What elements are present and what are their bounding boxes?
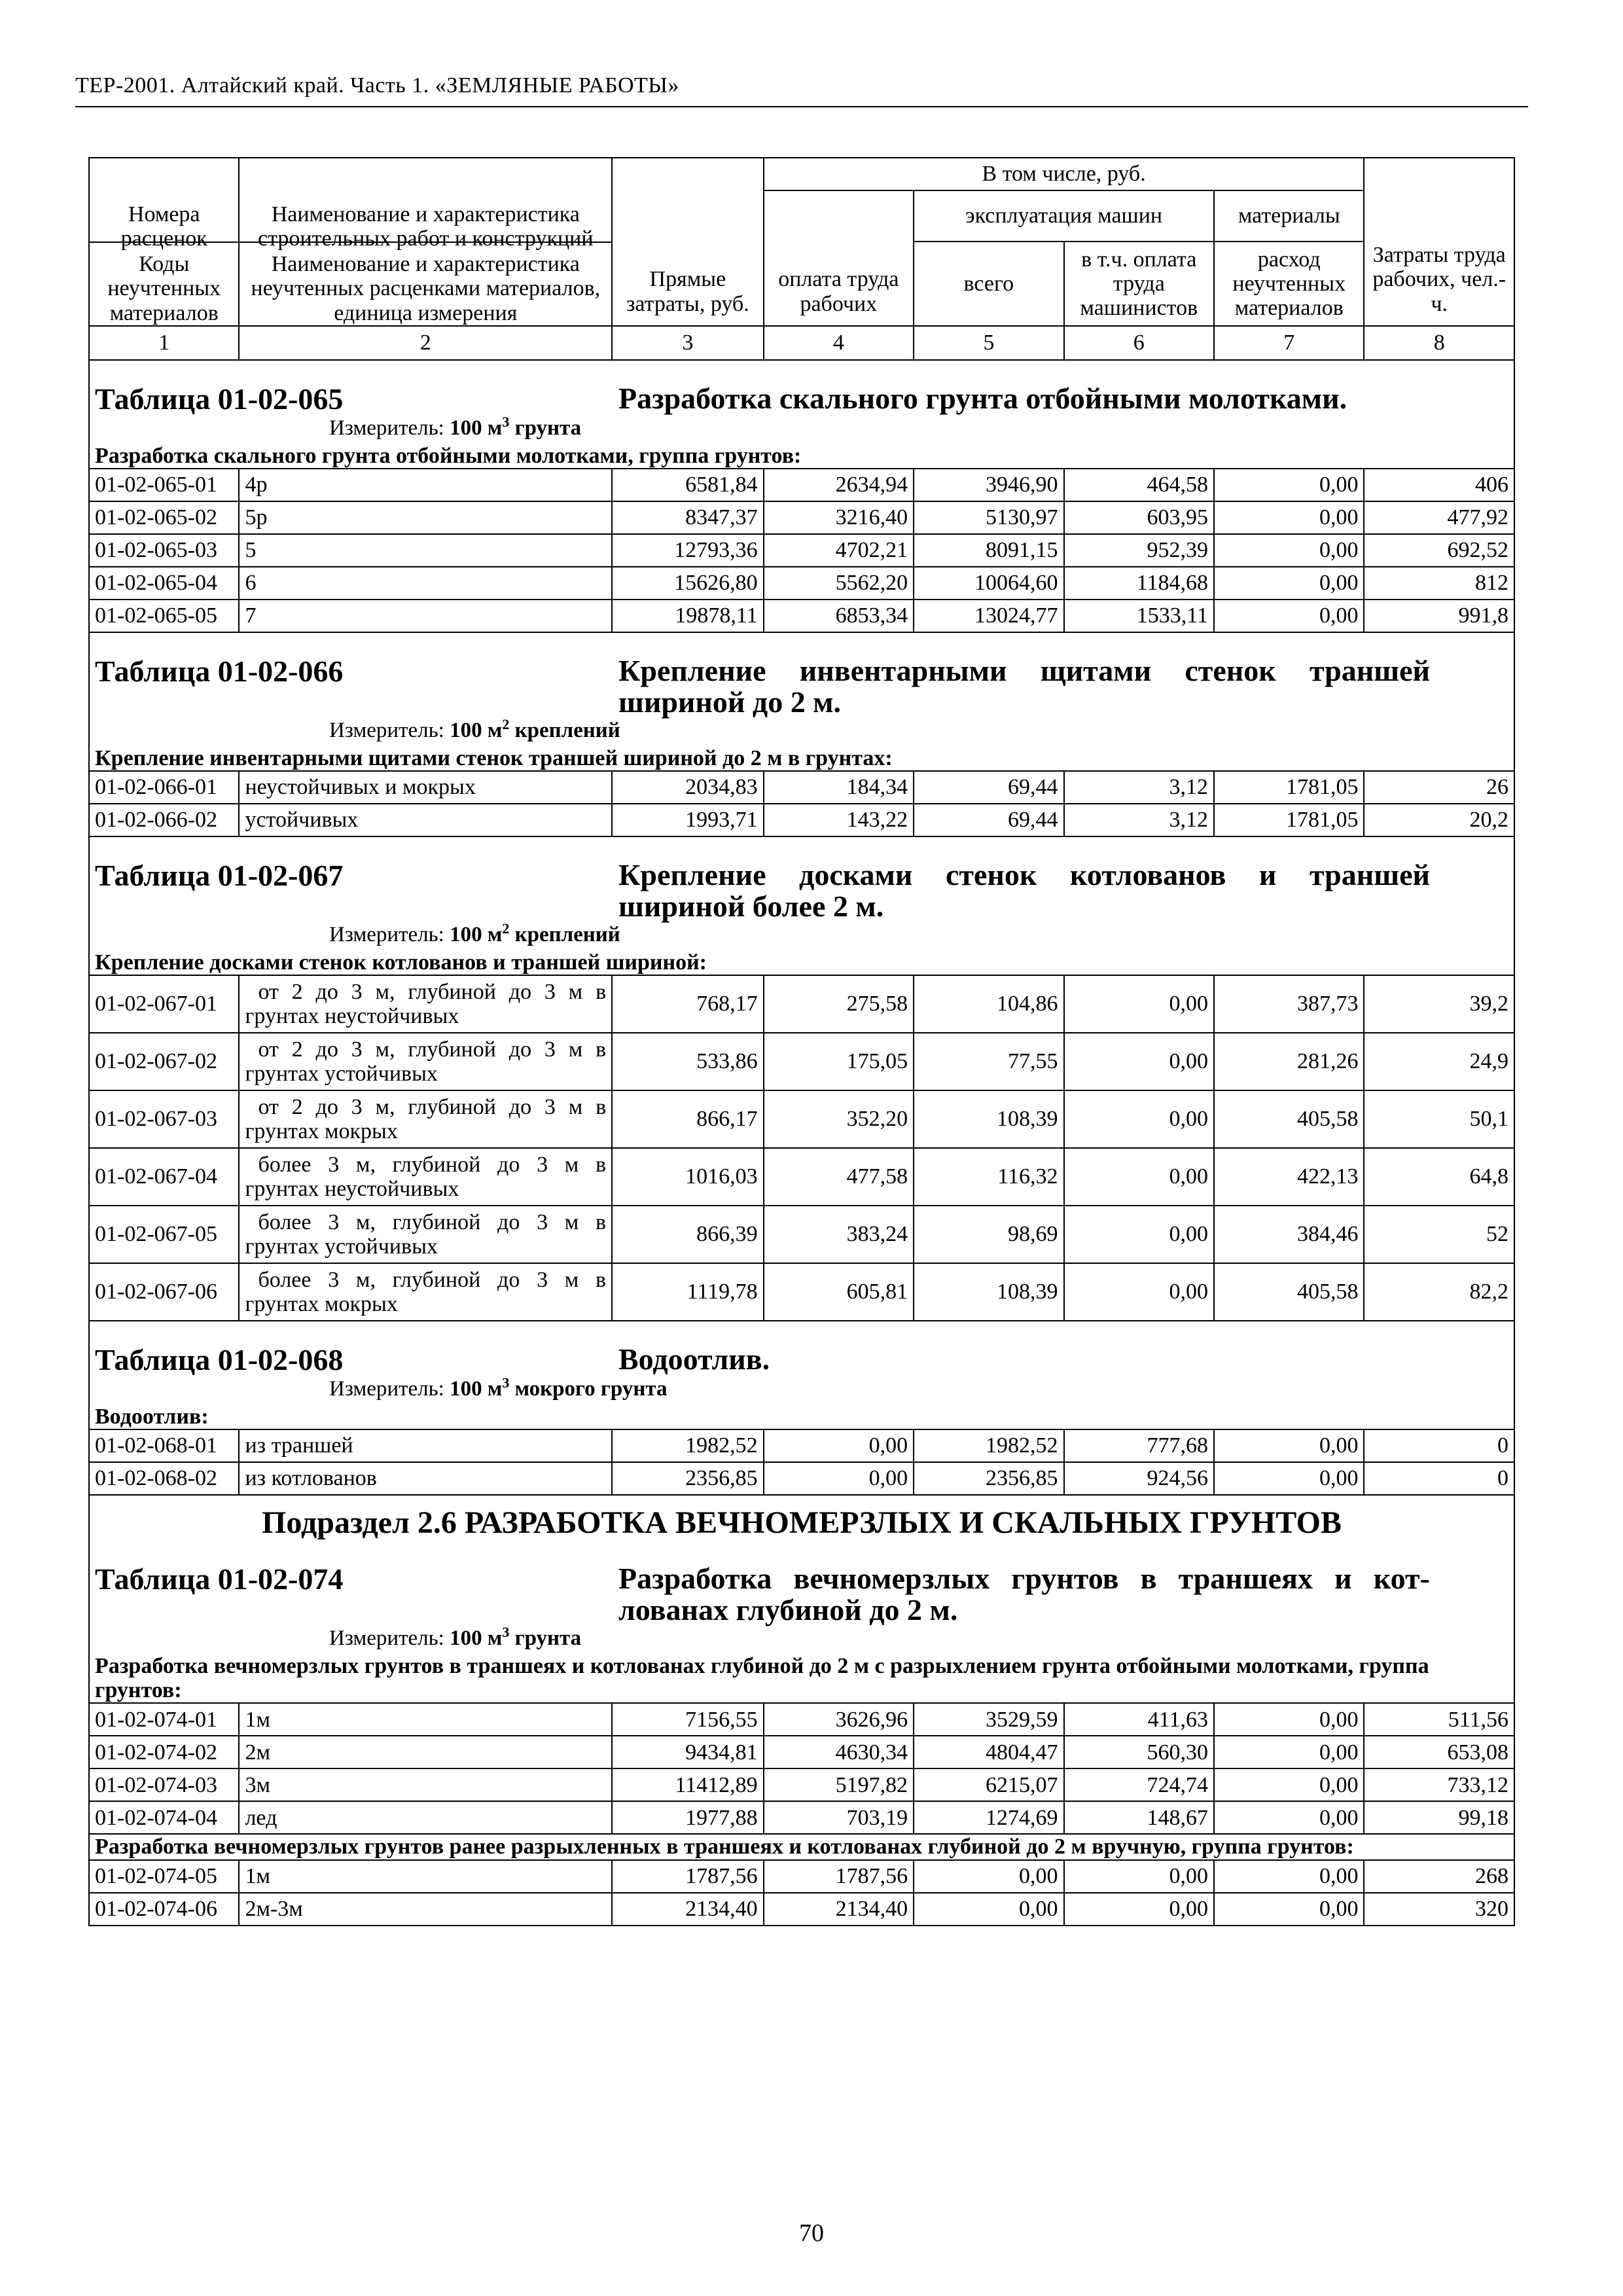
subsection-title: Подраздел 2.6 РАЗРАБОТКА ВЕЧНОМЕРЗЛЫХ И СКАЛЬНЫХ ГРУНТОВ: [262, 1505, 1342, 1541]
header-rule: [75, 106, 1528, 107]
labor-cost: 733,12: [1364, 1768, 1514, 1801]
materials-cost: 405,58: [1214, 1090, 1364, 1148]
table-row: [89, 600, 1514, 632]
direct-cost: 6581,84: [612, 469, 763, 501]
rate-name: 2м: [239, 1736, 612, 1768]
measure-power: 3: [502, 413, 510, 430]
col-code-top: Номера расценок: [120, 202, 207, 251]
wages-cost: 605,81: [764, 1263, 914, 1321]
col-mach-wages-header: в т.ч. оплата труда машинистов: [1064, 242, 1214, 326]
rate-name: 5р: [239, 501, 612, 534]
rate-name: 1м: [239, 1860, 612, 1893]
section-title-cell: [89, 836, 1514, 950]
rate-name: 5: [239, 534, 612, 567]
table-row: [89, 1736, 1514, 1768]
machinist-wages: 0,00: [1064, 1893, 1214, 1926]
labor-cost: 0: [1364, 1462, 1514, 1495]
rate-code: 01-02-074-06: [89, 1893, 239, 1926]
wages-cost: 383,24: [764, 1206, 914, 1263]
direct-cost: 19878,11: [612, 600, 763, 632]
measure-value: [450, 413, 582, 440]
rate-code: 01-02-068-01: [89, 1429, 239, 1462]
direct-cost: 8347,37: [612, 501, 763, 534]
table-row: [89, 804, 1514, 836]
rate-code: 01-02-065-01: [89, 469, 239, 501]
rate-code: 01-02-074-04: [89, 1801, 239, 1834]
col-mach-total-header: всего: [914, 242, 1063, 326]
machines-total: 0,00: [914, 1893, 1063, 1926]
rate-code: 01-02-065-05: [89, 600, 239, 632]
section-title-row: [89, 1321, 1514, 1405]
page-number: 70: [799, 2219, 824, 2247]
machinist-wages: 724,74: [1064, 1768, 1214, 1801]
rate-name: от 2 до 3 м, глубиной до 3 м в грунтах мокрых: [239, 1090, 612, 1148]
machinist-wages: 0,00: [1064, 1263, 1214, 1321]
machines-total: 108,39: [914, 1090, 1063, 1148]
materials-cost: 0,00: [1214, 1893, 1364, 1926]
measure-value-number: 100 м: [450, 1376, 503, 1401]
table-row: [89, 1801, 1514, 1834]
machinist-wages: 0,00: [1064, 1090, 1214, 1148]
rate-code: 01-02-074-01: [89, 1703, 239, 1736]
machines-total: 1274,69: [914, 1801, 1063, 1834]
section-title-row: [89, 360, 1514, 444]
direct-cost: 1119,78: [612, 1263, 763, 1321]
wages-cost: 2634,94: [764, 469, 914, 501]
machinist-wages: 924,56: [1064, 1462, 1214, 1495]
table-label: Таблица 01-02-065: [95, 382, 344, 416]
table-row: [89, 501, 1514, 534]
column-numbers-row: [89, 326, 1514, 360]
col-labor-header: Затраты труда рабочих, чел.-ч.: [1364, 158, 1514, 326]
machinist-wages: 560,30: [1064, 1736, 1214, 1768]
rate-name: 2м-3м: [239, 1893, 612, 1926]
labor-cost: 511,56: [1364, 1703, 1514, 1736]
materials-cost: 0,00: [1214, 1801, 1364, 1834]
table-title: Крепление досками стенок котлованов и траншей шириной более 2 м.: [618, 858, 1430, 924]
rate-name: лед: [239, 1801, 612, 1834]
column-number-2: 2: [239, 326, 612, 360]
section-title-line: [95, 361, 1508, 416]
rate-code: 01-02-067-01: [89, 975, 239, 1033]
table-row: [89, 1263, 1514, 1321]
materials-cost: 0,00: [1214, 600, 1364, 632]
materials-cost: 0,00: [1214, 567, 1364, 600]
group-heading: Крепление досками стенок котлованов и траншей шириной:: [89, 950, 1514, 975]
machinist-wages: 0,00: [1064, 1148, 1214, 1206]
machinist-wages: 952,39: [1064, 534, 1214, 567]
column-number-8: 8: [1364, 326, 1514, 360]
wages-cost: 477,58: [764, 1148, 914, 1206]
measure-value: [450, 920, 620, 946]
table-title: Разработка скального грунта отбойными молотками.: [618, 382, 1347, 416]
group-heading: Разработка вечномерзлых грунтов в траншеях и котлованах глубиной до 2 м с разрыхлением грунта отбойными молотками, группа грунтов:: [89, 1654, 1514, 1704]
rate-code: 01-02-067-06: [89, 1263, 239, 1321]
rate-name: 4р: [239, 469, 612, 501]
direct-cost: 11412,89: [612, 1768, 763, 1801]
wages-cost: 275,58: [764, 975, 914, 1033]
machines-total: 10064,60: [914, 567, 1063, 600]
measure-power: 2: [502, 920, 510, 937]
direct-cost: 1016,03: [612, 1148, 763, 1206]
group-heading: Крепление инвентарными щитами стенок траншей шириной до 2 м в грунтах:: [89, 746, 1514, 771]
labor-cost: 991,8: [1364, 600, 1514, 632]
materials-cost: 0,00: [1214, 534, 1364, 567]
group-heading-row: [89, 1834, 1514, 1859]
measure-unit: креплений: [509, 922, 620, 946]
wages-cost: 4630,34: [764, 1736, 914, 1768]
labor-cost: 268: [1364, 1860, 1514, 1893]
table-row: [89, 1893, 1514, 1926]
column-number-5: 5: [914, 326, 1063, 360]
materials-cost: 405,58: [1214, 1263, 1364, 1321]
labor-cost: 26: [1364, 771, 1514, 804]
measure-value: [450, 715, 620, 742]
measure-line: [95, 920, 1508, 950]
machines-total: 2356,85: [914, 1462, 1063, 1495]
rate-code: 01-02-067-02: [89, 1033, 239, 1090]
measure-power: 2: [502, 715, 510, 732]
labor-cost: 20,2: [1364, 804, 1514, 836]
direct-cost: 2356,85: [612, 1462, 763, 1495]
direct-cost: 7156,55: [612, 1703, 763, 1736]
section-title-row: [89, 836, 1514, 950]
table-row: [89, 1703, 1514, 1736]
measure-unit: грунта: [509, 416, 582, 440]
table-title: Крепление инвентарными щитами стенок траншей шириной до 2 м.: [618, 654, 1430, 719]
machines-total: 69,44: [914, 804, 1063, 836]
measure-prefix: Измеритель:: [329, 1626, 444, 1650]
direct-cost: 768,17: [612, 975, 763, 1033]
rate-code: 01-02-074-03: [89, 1768, 239, 1801]
col-mat-unaccounted-header: расход неучтенных материалов: [1214, 242, 1364, 326]
direct-cost: 1977,88: [612, 1801, 763, 1834]
machines-total: 108,39: [914, 1263, 1063, 1321]
machinist-wages: 0,00: [1064, 1860, 1214, 1893]
rate-name: от 2 до 3 м, глубиной до 3 м в грунтах неустойчивых: [239, 975, 612, 1033]
materials-cost: 1781,05: [1214, 804, 1364, 836]
measure-prefix: Измеритель:: [329, 1376, 444, 1401]
machinist-wages: 464,58: [1064, 469, 1214, 501]
rate-name: от 2 до 3 м, глубиной до 3 м в грунтах устойчивых: [239, 1033, 612, 1090]
materials-cost: 384,46: [1214, 1206, 1364, 1263]
wages-cost: 5197,82: [764, 1768, 914, 1801]
measure-power: 3: [502, 1374, 510, 1391]
table-row: [89, 1429, 1514, 1462]
table-row: [89, 1206, 1514, 1263]
group-heading-row: [89, 746, 1514, 771]
machines-total: 13024,77: [914, 600, 1063, 632]
machines-total: 3529,59: [914, 1703, 1063, 1736]
wages-cost: 0,00: [764, 1462, 914, 1495]
table-title: Водоотлив.: [618, 1342, 770, 1376]
section-title-row: [89, 632, 1514, 746]
rate-code: 01-02-065-02: [89, 501, 239, 534]
labor-cost: 82,2: [1364, 1263, 1514, 1321]
rate-name: более 3 м, глубиной до 3 м в грунтах устойчивых: [239, 1206, 612, 1263]
wages-cost: 3216,40: [764, 501, 914, 534]
labor-cost: 812: [1364, 567, 1514, 600]
rate-name: из траншей: [239, 1429, 612, 1462]
wages-cost: 184,34: [764, 771, 914, 804]
materials-cost: 0,00: [1214, 501, 1364, 534]
table-row: [89, 469, 1514, 501]
wages-cost: 703,19: [764, 1801, 914, 1834]
rate-name: более 3 м, глубиной до 3 м в грунтах неустойчивых: [239, 1148, 612, 1206]
rate-code: 01-02-067-05: [89, 1206, 239, 1263]
materials-cost: 0,00: [1214, 1736, 1364, 1768]
col-wages-header: оплата труда рабочих: [764, 190, 914, 326]
group-heading: Разработка скального грунта отбойными молотками, группа грунтов:: [89, 444, 1514, 469]
direct-cost: 866,39: [612, 1206, 763, 1263]
table-row: [89, 1462, 1514, 1495]
wages-cost: 6853,34: [764, 600, 914, 632]
section-title-cell: [89, 1321, 1514, 1405]
machinist-wages: 3,12: [1064, 771, 1214, 804]
col-incl-group-header: В том числе, руб.: [764, 158, 1364, 190]
table-row: [89, 534, 1514, 567]
labor-cost: 99,18: [1364, 1801, 1514, 1834]
table-label: Таблица 01-02-068: [95, 1343, 344, 1377]
section-title-line: [95, 633, 1508, 719]
rate-code: 01-02-066-01: [89, 771, 239, 804]
rate-code: 01-02-074-02: [89, 1736, 239, 1768]
materials-cost: 0,00: [1214, 1860, 1364, 1893]
col-direct-header: Прямые затраты, руб.: [612, 158, 763, 326]
table-row: [89, 1860, 1514, 1893]
table-label: Таблица 01-02-066: [95, 655, 344, 689]
measure-unit: грунта: [509, 1626, 582, 1650]
col-name-header: [239, 202, 612, 326]
labor-cost: 24,9: [1364, 1033, 1514, 1090]
measure-unit: креплений: [509, 718, 620, 742]
measure-power: 3: [502, 1623, 510, 1640]
section-title-cell: [89, 632, 1514, 746]
column-number-3: 3: [612, 326, 763, 360]
col-name-top: Наименование и характеристика строительных работ и конструкций: [258, 202, 594, 251]
section-title-line: [95, 1321, 1508, 1377]
wages-cost: 175,05: [764, 1033, 914, 1090]
table-row: [89, 1090, 1514, 1148]
direct-cost: 2034,83: [612, 771, 763, 804]
measure-value: [450, 1623, 582, 1650]
table-row: [89, 771, 1514, 804]
measure-line: [95, 1623, 1508, 1654]
running-header: ТЕР-2001. Алтайский край. Часть 1. «ЗЕМЛЯНЫЕ РАБОТЫ»: [75, 73, 679, 98]
column-number-7: 7: [1214, 326, 1364, 360]
group-heading-row: [89, 1654, 1514, 1704]
direct-cost: 15626,80: [612, 567, 763, 600]
group-heading: Водоотлив:: [89, 1405, 1514, 1429]
machines-total: 77,55: [914, 1033, 1063, 1090]
machinist-wages: 3,12: [1064, 804, 1214, 836]
machinist-wages: 0,00: [1064, 975, 1214, 1033]
table-row: [89, 1148, 1514, 1206]
group-heading: Разработка вечномерзлых грунтов ранее разрыхленных в траншеях и котлованах глубиной до 2 м вручную, группа грунтов:: [89, 1834, 1514, 1859]
col-name-bottom: Наименование и характеристика неучтенных расценками материалов, единица измерения: [251, 252, 601, 325]
machines-total: 0,00: [914, 1860, 1063, 1893]
labor-cost: 692,52: [1364, 534, 1514, 567]
labor-cost: 52: [1364, 1206, 1514, 1263]
rate-name: 3м: [239, 1768, 612, 1801]
measure-unit: мокрого грунта: [509, 1376, 668, 1401]
machinist-wages: 0,00: [1064, 1033, 1214, 1090]
table-label: Таблица 01-02-074: [95, 1562, 344, 1596]
rate-code: 01-02-067-03: [89, 1090, 239, 1148]
labor-cost: 39,2: [1364, 975, 1514, 1033]
materials-cost: 0,00: [1214, 1703, 1364, 1736]
rate-code: 01-02-068-02: [89, 1462, 239, 1495]
materials-cost: 0,00: [1214, 1462, 1364, 1495]
table-row: [89, 567, 1514, 600]
machines-total: 8091,15: [914, 534, 1063, 567]
wages-cost: 143,22: [764, 804, 914, 836]
section-title-cell: [89, 1495, 1514, 1653]
materials-cost: 0,00: [1214, 1768, 1364, 1801]
machines-total: 116,32: [914, 1148, 1063, 1206]
column-number-4: 4: [764, 326, 914, 360]
rate-code: 01-02-066-02: [89, 804, 239, 836]
machinist-wages: 1184,68: [1064, 567, 1214, 600]
machinist-wages: 411,63: [1064, 1703, 1214, 1736]
rate-name: устойчивых: [239, 804, 612, 836]
column-number-1: 1: [89, 326, 239, 360]
table-row: [89, 1033, 1514, 1090]
machinist-wages: 603,95: [1064, 501, 1214, 534]
labor-cost: 50,1: [1364, 1090, 1514, 1148]
measure-prefix: Измеритель:: [329, 718, 444, 742]
direct-cost: 866,17: [612, 1090, 763, 1148]
direct-cost: 533,86: [612, 1033, 763, 1090]
rate-name: 1м: [239, 1703, 612, 1736]
direct-cost: 2134,40: [612, 1893, 763, 1926]
table-label: Таблица 01-02-067: [95, 859, 344, 893]
machinist-wages: 0,00: [1064, 1206, 1214, 1263]
group-heading-row: [89, 1405, 1514, 1429]
col-machines-header: эксплуатация машин: [914, 190, 1214, 242]
wages-cost: 3626,96: [764, 1703, 914, 1736]
measure-value-number: 100 м: [450, 1626, 503, 1650]
direct-cost: 9434,81: [612, 1736, 763, 1768]
machines-total: 104,86: [914, 975, 1063, 1033]
machines-total: 4804,47: [914, 1736, 1063, 1768]
materials-cost: 422,13: [1214, 1148, 1364, 1206]
section-title-cell: [89, 360, 1514, 444]
measure-value-number: 100 м: [450, 922, 503, 946]
column-number-6: 6: [1064, 326, 1214, 360]
labor-cost: 406: [1364, 469, 1514, 501]
machinist-wages: 777,68: [1064, 1429, 1214, 1462]
rate-name: из котлованов: [239, 1462, 612, 1495]
measure-line: [95, 1374, 1508, 1405]
machinist-wages: 1533,11: [1064, 600, 1214, 632]
rate-code: 01-02-065-03: [89, 534, 239, 567]
materials-cost: 281,26: [1214, 1033, 1364, 1090]
labor-cost: 320: [1364, 1893, 1514, 1926]
table-body: [89, 158, 1514, 1926]
wages-cost: 5562,20: [764, 567, 914, 600]
wages-cost: 1787,56: [764, 1860, 914, 1893]
price-table: [88, 157, 1515, 1926]
direct-cost: 1993,71: [612, 804, 763, 836]
table-row: [89, 975, 1514, 1033]
col-code-header: [89, 202, 239, 326]
wages-cost: 4702,21: [764, 534, 914, 567]
measure-line: [95, 715, 1508, 746]
col-code-bottom: Коды неучтенных материалов: [107, 252, 221, 325]
rate-name: 6: [239, 567, 612, 600]
machines-total: 98,69: [914, 1206, 1063, 1263]
machines-total: 6215,07: [914, 1768, 1063, 1801]
labor-cost: 477,92: [1364, 501, 1514, 534]
measure-line: [95, 413, 1508, 444]
materials-cost: 1781,05: [1214, 771, 1364, 804]
measure-value-number: 100 м: [450, 718, 503, 742]
rate-code: 01-02-074-05: [89, 1860, 239, 1893]
table-row: [89, 1768, 1514, 1801]
wages-cost: 0,00: [764, 1429, 914, 1462]
direct-cost: 1982,52: [612, 1429, 763, 1462]
machines-total: 69,44: [914, 771, 1063, 804]
header-row-1: [89, 158, 1514, 190]
section-title-line: [95, 837, 1508, 923]
section-title-row: [89, 1495, 1514, 1653]
machines-total: 3946,90: [914, 469, 1063, 501]
materials-cost: 387,73: [1214, 975, 1364, 1033]
wages-cost: 352,20: [764, 1090, 914, 1148]
section-title-line: [95, 1541, 1508, 1626]
measure-prefix: Измеритель:: [329, 416, 444, 440]
table-title: Разработка вечномерзлых грунтов в траншеях и котлованах глубиной до 2 м.: [618, 1561, 1430, 1627]
machinist-wages: 148,67: [1064, 1801, 1214, 1834]
rate-name: более 3 м, глубиной до 3 м в грунтах мокрых: [239, 1263, 612, 1321]
measure-value-number: 100 м: [450, 416, 503, 440]
direct-cost: 1787,56: [612, 1860, 763, 1893]
group-heading-row: [89, 444, 1514, 469]
rate-code: 01-02-065-04: [89, 567, 239, 600]
rate-name: неустойчивых и мокрых: [239, 771, 612, 804]
measure-value: [450, 1374, 668, 1401]
group-heading-row: [89, 950, 1514, 975]
labor-cost: 0: [1364, 1429, 1514, 1462]
direct-cost: 12793,36: [612, 534, 763, 567]
materials-cost: 0,00: [1214, 469, 1364, 501]
rate-code: 01-02-067-04: [89, 1148, 239, 1206]
materials-cost: 0,00: [1214, 1429, 1364, 1462]
labor-cost: 653,08: [1364, 1736, 1514, 1768]
machines-total: 1982,52: [914, 1429, 1063, 1462]
labor-cost: 64,8: [1364, 1148, 1514, 1206]
wages-cost: 2134,40: [764, 1893, 914, 1926]
rate-name: 7: [239, 600, 612, 632]
machines-total: 5130,97: [914, 501, 1063, 534]
measure-prefix: Измеритель:: [329, 922, 444, 946]
col-materials-header: материалы: [1214, 190, 1364, 242]
